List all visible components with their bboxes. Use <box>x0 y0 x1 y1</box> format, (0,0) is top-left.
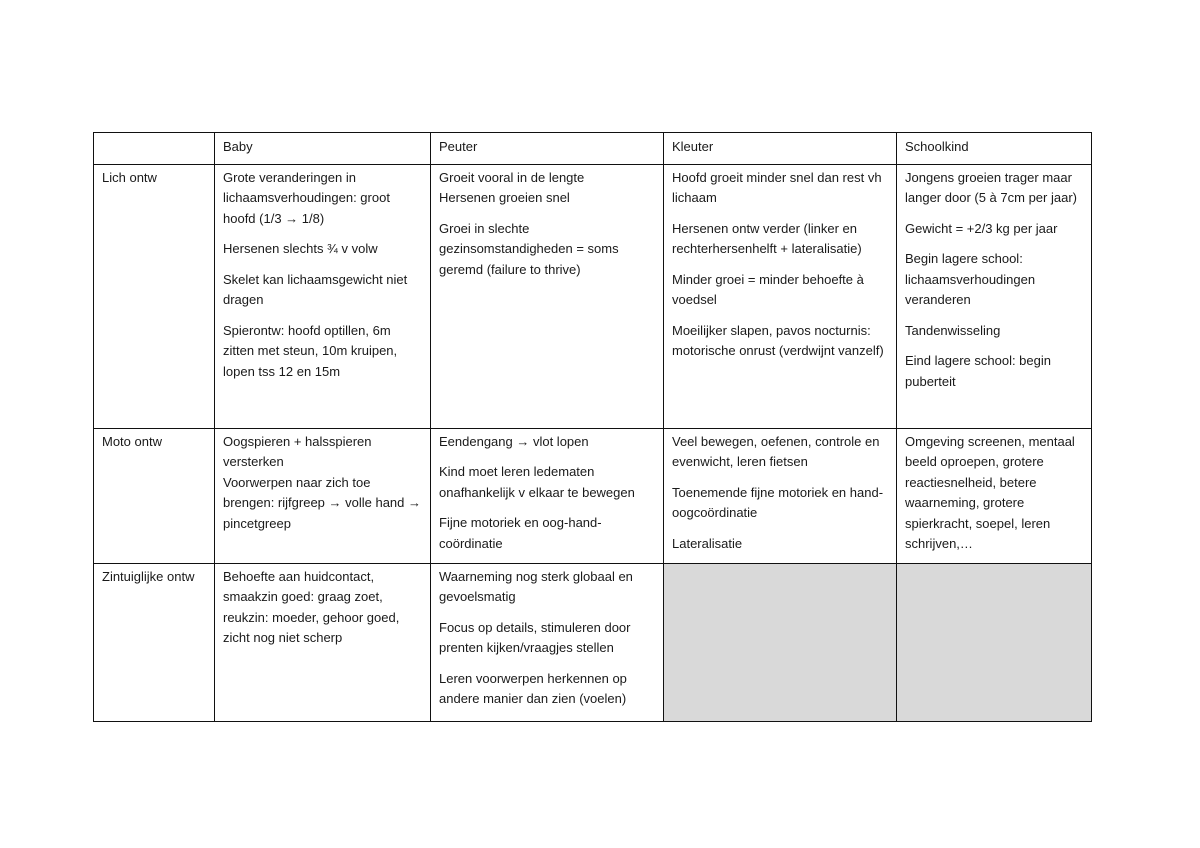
cell-text: Veel bewegen, oefenen, controle en evenwicht, leren fietsen <box>672 433 880 469</box>
cell-text: Groeit vooral in de lengte Hersenen groeien snel <box>439 169 585 205</box>
cell-text: Begin lagere school: lichaamsverhoudingen veranderen <box>905 251 1036 307</box>
header-row <box>94 133 1092 165</box>
header-cell-peuter: Peuter <box>431 133 664 165</box>
cell-text: Fijne motoriek en oog-hand-coördinatie <box>439 515 602 551</box>
cell-text: Leren voorwerpen herkennen op andere manier dan zien (voelen) <box>439 670 627 706</box>
cell-text: Eendengang → vlot lopen <box>439 433 589 449</box>
cell-zintuig-schoolkind-empty <box>897 563 1092 721</box>
cell-text: Minder groei = minder behoefte à voedsel <box>672 271 864 307</box>
cell-text: Waarneming nog sterk globaal en gevoelsmatig <box>439 568 633 604</box>
cell-text: Groei in slechte gezinsomstandigheden = soms geremd (failure to thrive) <box>439 220 619 277</box>
cell-lich-baby <box>215 164 431 428</box>
development-table <box>93 132 1092 722</box>
cell-text: Toenemende fijne motoriek en hand-oogcoördinatie <box>672 484 884 520</box>
table-row-moto-ontw <box>94 428 1092 563</box>
row-label-zintuiglijke-ontw: Zintuiglijke ontw <box>94 563 215 721</box>
cell-lich-peuter <box>431 164 664 428</box>
cell-text: Focus op details, stimuleren door prenten kijken/vraagjes stellen <box>439 619 631 655</box>
row-label-lich-ontw: Lich ontw <box>94 164 215 428</box>
cell-zintuig-kleuter-empty <box>664 563 897 721</box>
cell-text: Omgeving screenen, mentaal beeld oproepen, grotere reactiesnelheid, betere waarneming, grotere spierkracht, soepel, leren schrijven,… <box>905 433 1075 551</box>
cell-lich-schoolkind <box>897 164 1092 428</box>
cell-moto-peuter <box>431 428 664 563</box>
cell-moto-kleuter <box>664 428 897 563</box>
cell-zintuig-peuter <box>431 563 664 721</box>
header-cell-baby: Baby <box>215 133 431 165</box>
header-cell-kleuter: Kleuter <box>664 133 897 165</box>
cell-text: Hersenen slechts ¾ v volw <box>223 241 378 256</box>
cell-text: Moeilijker slapen, pavos nocturnis: motorische onrust (verdwijnt vanzelf) <box>672 322 884 358</box>
table-row-lich-ontw <box>94 164 1092 428</box>
cell-text: Skelet kan lichaamsgewicht niet dragen <box>223 271 408 307</box>
cell-text: Lateralisatie <box>672 535 743 551</box>
cell-text: Spierontw: hoofd optillen, 6m zitten met steun, 10m kruipen, lopen tss 12 en 15m <box>223 322 398 379</box>
cell-text: Oogspieren + halsspieren versterken Voorwerpen naar zich toe brengen: rijfgreep → volle hand → pincetgreep <box>223 433 422 531</box>
header-cell-empty <box>94 133 215 165</box>
cell-text: Behoefte aan huidcontact, smaakzin goed: graag zoet, reukzin: moeder, gehoor goed, zicht nog niet scherp <box>223 568 400 645</box>
cell-text: Hersenen ontw verder (linker en rechterhersenhelft + lateralisatie) <box>672 220 862 256</box>
header-cell-schoolkind: Schoolkind <box>897 133 1092 165</box>
cell-text: Kind moet leren ledematen onafhankelijk v elkaar te bewegen <box>439 464 635 500</box>
cell-text: Tandenwisseling <box>905 322 1001 338</box>
row-label-moto-ontw: Moto ontw <box>94 428 215 563</box>
table-row-zintuiglijke-ontw <box>94 563 1092 721</box>
cell-text: Eind lagere school: begin puberteit <box>905 353 1051 389</box>
cell-text: Jongens groeien trager maar langer door (5 à 7cm per jaar) <box>905 169 1077 205</box>
cell-zintuig-baby <box>215 563 431 721</box>
cell-moto-schoolkind <box>897 428 1092 563</box>
cell-text: Grote veranderingen in lichaamsverhoudingen: groot hoofd (1/3 → 1/8) <box>223 169 390 226</box>
cell-text: Hoofd groeit minder snel dan rest vh lichaam <box>672 169 882 205</box>
cell-moto-baby <box>215 428 431 563</box>
cell-lich-kleuter <box>664 164 897 428</box>
cell-text: Gewicht = +2/3 kg per jaar <box>905 220 1058 236</box>
